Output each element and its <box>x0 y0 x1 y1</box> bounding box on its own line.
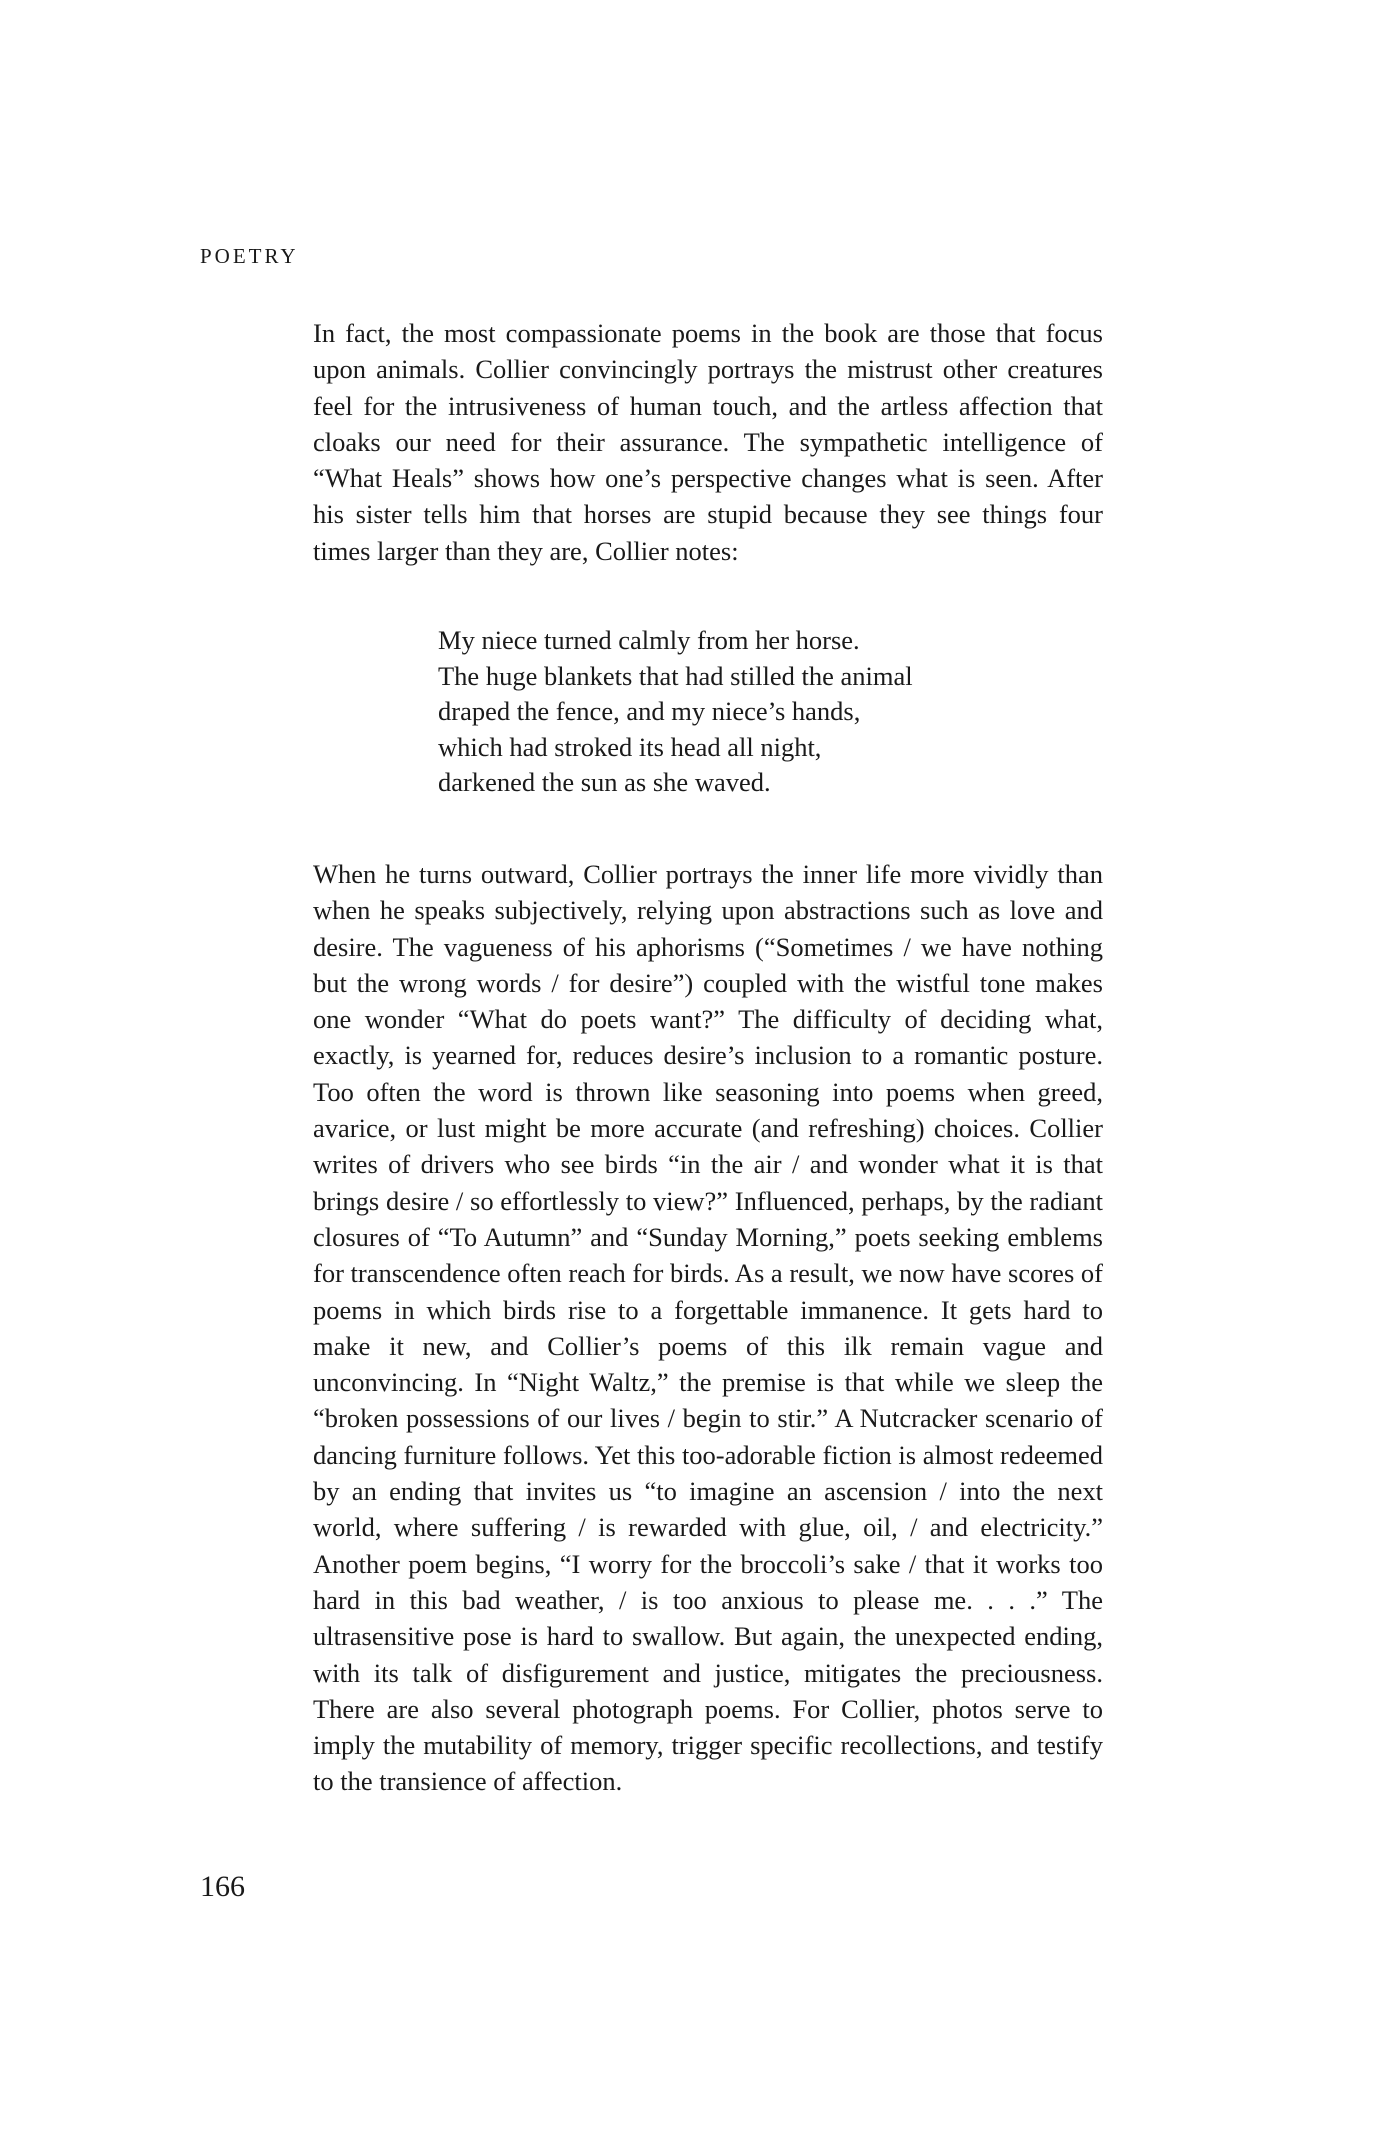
poem-line: which had stroked its head all night, <box>438 731 822 762</box>
poem-line: draped the fence, and my niece’s hands, <box>438 696 861 726</box>
poem-quotation <box>438 623 913 801</box>
poem-line: darkened the sun as she waved. <box>438 767 771 797</box>
poem-line: My niece turned calmly from her horse. <box>438 625 860 655</box>
poem-line: The huge blankets that had stilled the animal <box>438 660 913 691</box>
paragraph-2: When he turns outward, Collier portrays the inner life more vividly than when he speaks subjectively, relying upon abstractions such as love and desire. The vagueness of his aphorisms (“Sometimes / we have nothing but the wrong words / for desire”) coupled with the wistful tone makes one wonder “What do poets want?” The difficulty of deciding what, exactly, is yearned for, reduces desire’s inclusion to a romantic posture. Too often the word is thrown like seasoning into poems when greed, avarice, or lust might be more accurate (and refreshing) choices. Collier writes of drivers who see birds “in the air / and wonder what it is that brings desire / so effortlessly to view?” Influenced, perhaps, by the radiant closures of “To Autumn” and “Sunday Morning,” poets seeking emblems for transcendence often reach for birds. As a result, we now have scores of poems in which birds rise to a forgettable immanence. It gets hard to make it new, and Collier’s poems of this ilk remain vague and unconvincing. In “Night Waltz,” the premise is that while we sleep the “broken possessions of our lives / begin to stir.” A Nutcracker scenario of dancing furniture follows. Yet this too-adorable fiction is almost redeemed by an ending that invites us “to imagine an ascension / into the next world, where suffering / is rewarded with glue, oil, / and electricity.” Another poem begins, “I worry for the broccoli’s sake / that it works too hard in this bad weather, / is too anxious to please me. . . .” The ultrasensitive pose is hard to swallow. But again, the unexpected ending, with its talk of disfigurement and justice, mitigates the preciousness. There are also several photograph poems. For Collier, photos serve to imply the mutability of memory, trigger specific recollections, and testify to the transience of affection. <box>313 859 1103 1797</box>
paragraph-1: In fact, the most compassionate poems in the book are those that focus upon animals. Collier convincingly portrays the mistrust other creatures feel for the intrusiveness of human touch, and the artless affection that cloaks our need for their assurance. The sympathetic intelligence of “What Heals” shows how one’s perspective changes what is seen. After his sister tells him that horses are stupid because they see things four times larger than they are, Collier notes: <box>313 318 1103 566</box>
running-head: POETRY <box>200 244 299 268</box>
page-number: 166 <box>200 1870 245 1903</box>
